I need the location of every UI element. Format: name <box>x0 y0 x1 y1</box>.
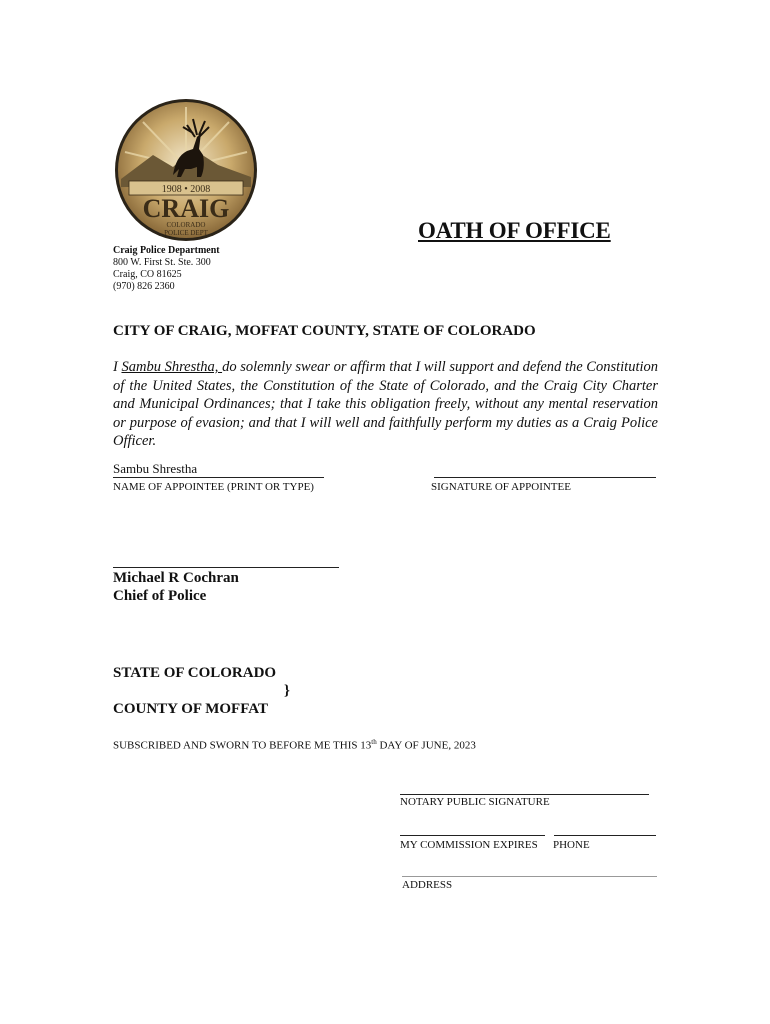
oath-paragraph <box>113 358 658 451</box>
venue-brace: } <box>284 683 290 699</box>
appointee-signature-label: SIGNATURE OF APPOINTEE <box>431 481 571 493</box>
oath-appointee-name: Sambu Shrestha, <box>121 359 223 375</box>
agency-city: Craig, CO 81625 <box>113 269 182 280</box>
notary-phone-label: PHONE <box>553 839 590 851</box>
notary-signature-label: NOTARY PUBLIC SIGNATURE <box>400 796 550 808</box>
appointee-name-value: Sambu Shrestha <box>113 461 198 476</box>
oath-body: do solemnly swear or affirm that I will support and defend the Constitution of the United States, the Constitution of the State of Colorado, and the Craig City Charter and Municipal Ordinances; that I take this obligation freely, without any mental reservation or purpose of evasion; and that I will well and faithfully perform my duties as a Craig Police Officer. <box>113 359 658 449</box>
agency-name: Craig Police Department <box>113 245 220 256</box>
venue-state: STATE OF COLORADO <box>113 665 277 681</box>
seal-dept-text: POLICE DEPT <box>164 229 208 237</box>
chief-name: Michael R Cochran <box>113 570 239 586</box>
seal-years-text: 1908 • 2008 <box>161 184 211 195</box>
seal-state-text: COLORADO <box>166 221 206 229</box>
chief-signature-line[interactable] <box>113 553 339 568</box>
agency-phone: (970) 826 2360 <box>113 281 175 292</box>
appointee-name-label: NAME OF APPOINTEE (PRINT OR TYPE) <box>113 481 314 493</box>
oath-prefix: I <box>113 359 122 375</box>
notary-signature-line[interactable] <box>400 782 649 795</box>
agency-street: 800 W. First St. Ste. 300 <box>113 257 211 268</box>
venue-county: COUNTY OF MOFFAT <box>113 701 268 717</box>
police-department-seal-logo <box>113 97 259 243</box>
sworn-day-suffix: th <box>371 738 377 746</box>
sworn-text-before: SUBSCRIBED AND SWORN TO BEFORE ME THIS 13 <box>113 739 372 752</box>
commission-expires-label: MY COMMISSION EXPIRES <box>400 839 538 851</box>
document-title: OATH OF OFFICE <box>418 218 611 243</box>
sworn-text-after: DAY OF JUNE, 2023 <box>376 739 476 752</box>
notary-phone-line[interactable] <box>554 823 656 836</box>
chief-title: Chief of Police <box>113 588 207 604</box>
appointee-name-line <box>113 462 324 478</box>
jurisdiction-heading: CITY OF CRAIG, MOFFAT COUNTY, STATE OF COLORADO <box>113 323 536 339</box>
appointee-signature-line[interactable] <box>434 462 656 478</box>
commission-expires-line[interactable] <box>400 823 545 836</box>
seal-main-text: CRAIG <box>142 194 230 223</box>
notary-address-line[interactable] <box>402 864 657 877</box>
agency-address-block <box>113 245 220 293</box>
notary-address-label: ADDRESS <box>402 879 453 891</box>
sworn-statement <box>113 738 476 752</box>
